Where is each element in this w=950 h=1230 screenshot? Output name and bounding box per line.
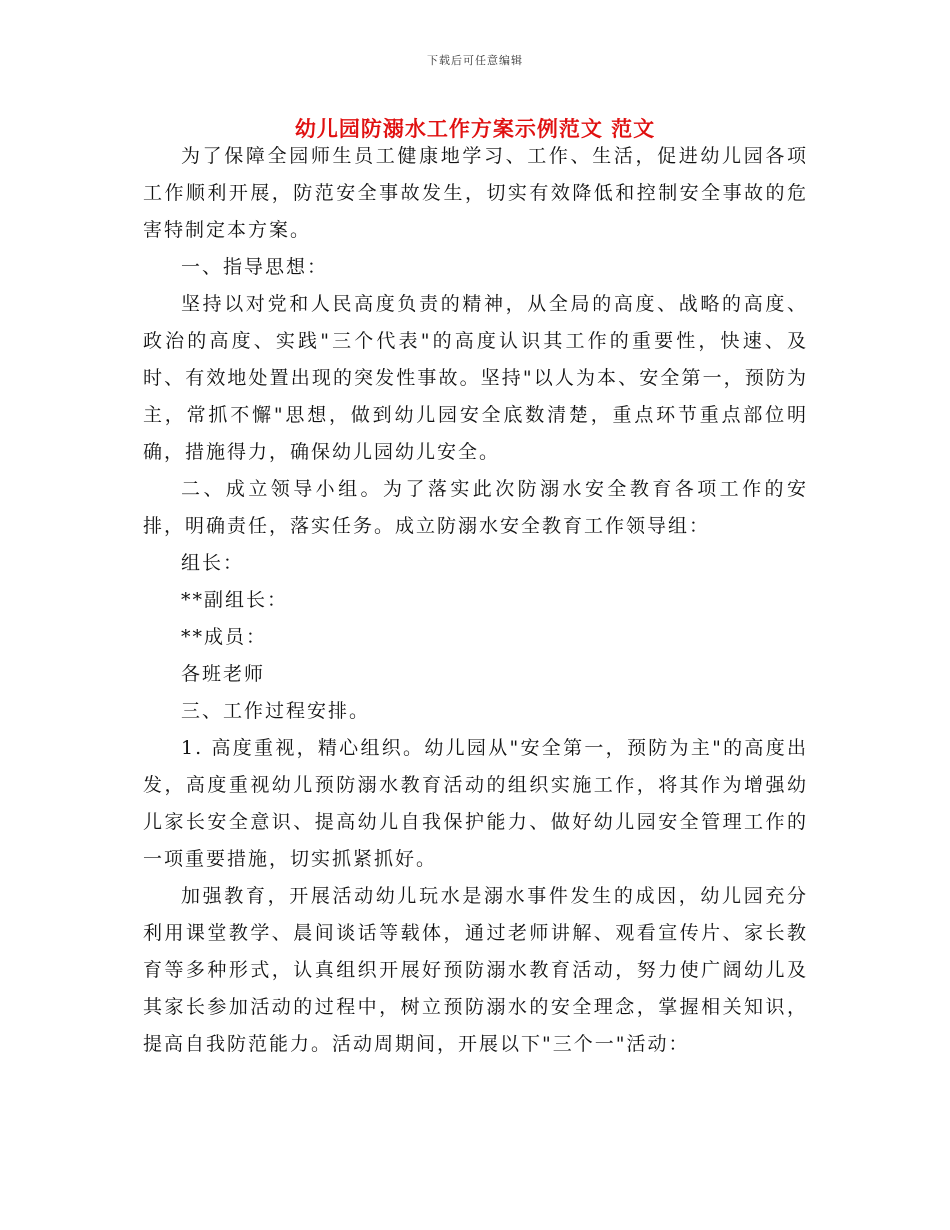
- document-title: 幼儿园防溺水工作方案示例范文 范文: [294, 116, 656, 141]
- paragraph-attention-organization: 1. 高度重视，精心组织。幼儿园从"安全第一，预防为主"的高度出发，高度重视幼儿预防溺水教育活动的组织实施工作，将其作为增强幼儿家长安全意识、提高幼儿自我保护能力、做好幼儿园安全管理工作的一项重要措施，切实抓紧抓好。: [143, 737, 808, 870]
- section-heading-work-arrangement: 三、工作过程安排。: [181, 700, 371, 722]
- line-deputy-leader: **副组长：: [181, 589, 289, 611]
- line-members: **成员：: [181, 626, 268, 648]
- paragraph-education-activities: 加强教育，开展活动幼儿玩水是溺水事件发生的成因，幼儿园充分利用课堂教学、晨间谈话等载体，通过老师讲解、观看宣传片、家长教育等多种形式，认真组织开展好预防溺水教育活动，努力使广阔幼儿及其家长参加活动的过程中，树立预防溺水的安全理念，掌握相关知识，提高自我防范能力。活动周期间，开展以下"三个一"活动：: [143, 885, 808, 1055]
- document-body: [143, 138, 808, 1063]
- line-group-leader: 组长：: [181, 552, 245, 574]
- line-class-teachers: 各班老师: [181, 663, 266, 685]
- paragraph-guiding-ideology: 坚持以对党和人民高度负责的精神，从全局的高度、战略的高度、政治的高度、实践"三个代表"的高度认识其工作的重要性，快速、及时、有效地处置出现的突发性事故。坚持"以人为本、安全第一，预防为主，常抓不懈"思想，做到幼儿园安全底数清楚，重点环节重点部位明确，措施得力，确保幼儿园幼儿安全。: [143, 293, 808, 463]
- section-heading-guiding-ideology: 一、指导思想：: [181, 256, 329, 278]
- paragraph-leadership-group: 二、成立领导小组。为了落实此次防溺水安全教育各项工作的安排，明确责任，落实任务。成立防溺水安全教育工作领导组：: [143, 478, 808, 537]
- header-note: 下载后可任意编辑: [427, 54, 523, 67]
- paragraph-intro: 为了保障全园师生员工健康地学习、工作、生活，促进幼儿园各项工作顺利开展，防范安全事故发生，切实有效降低和控制安全事故的危害特制定本方案。: [143, 145, 808, 241]
